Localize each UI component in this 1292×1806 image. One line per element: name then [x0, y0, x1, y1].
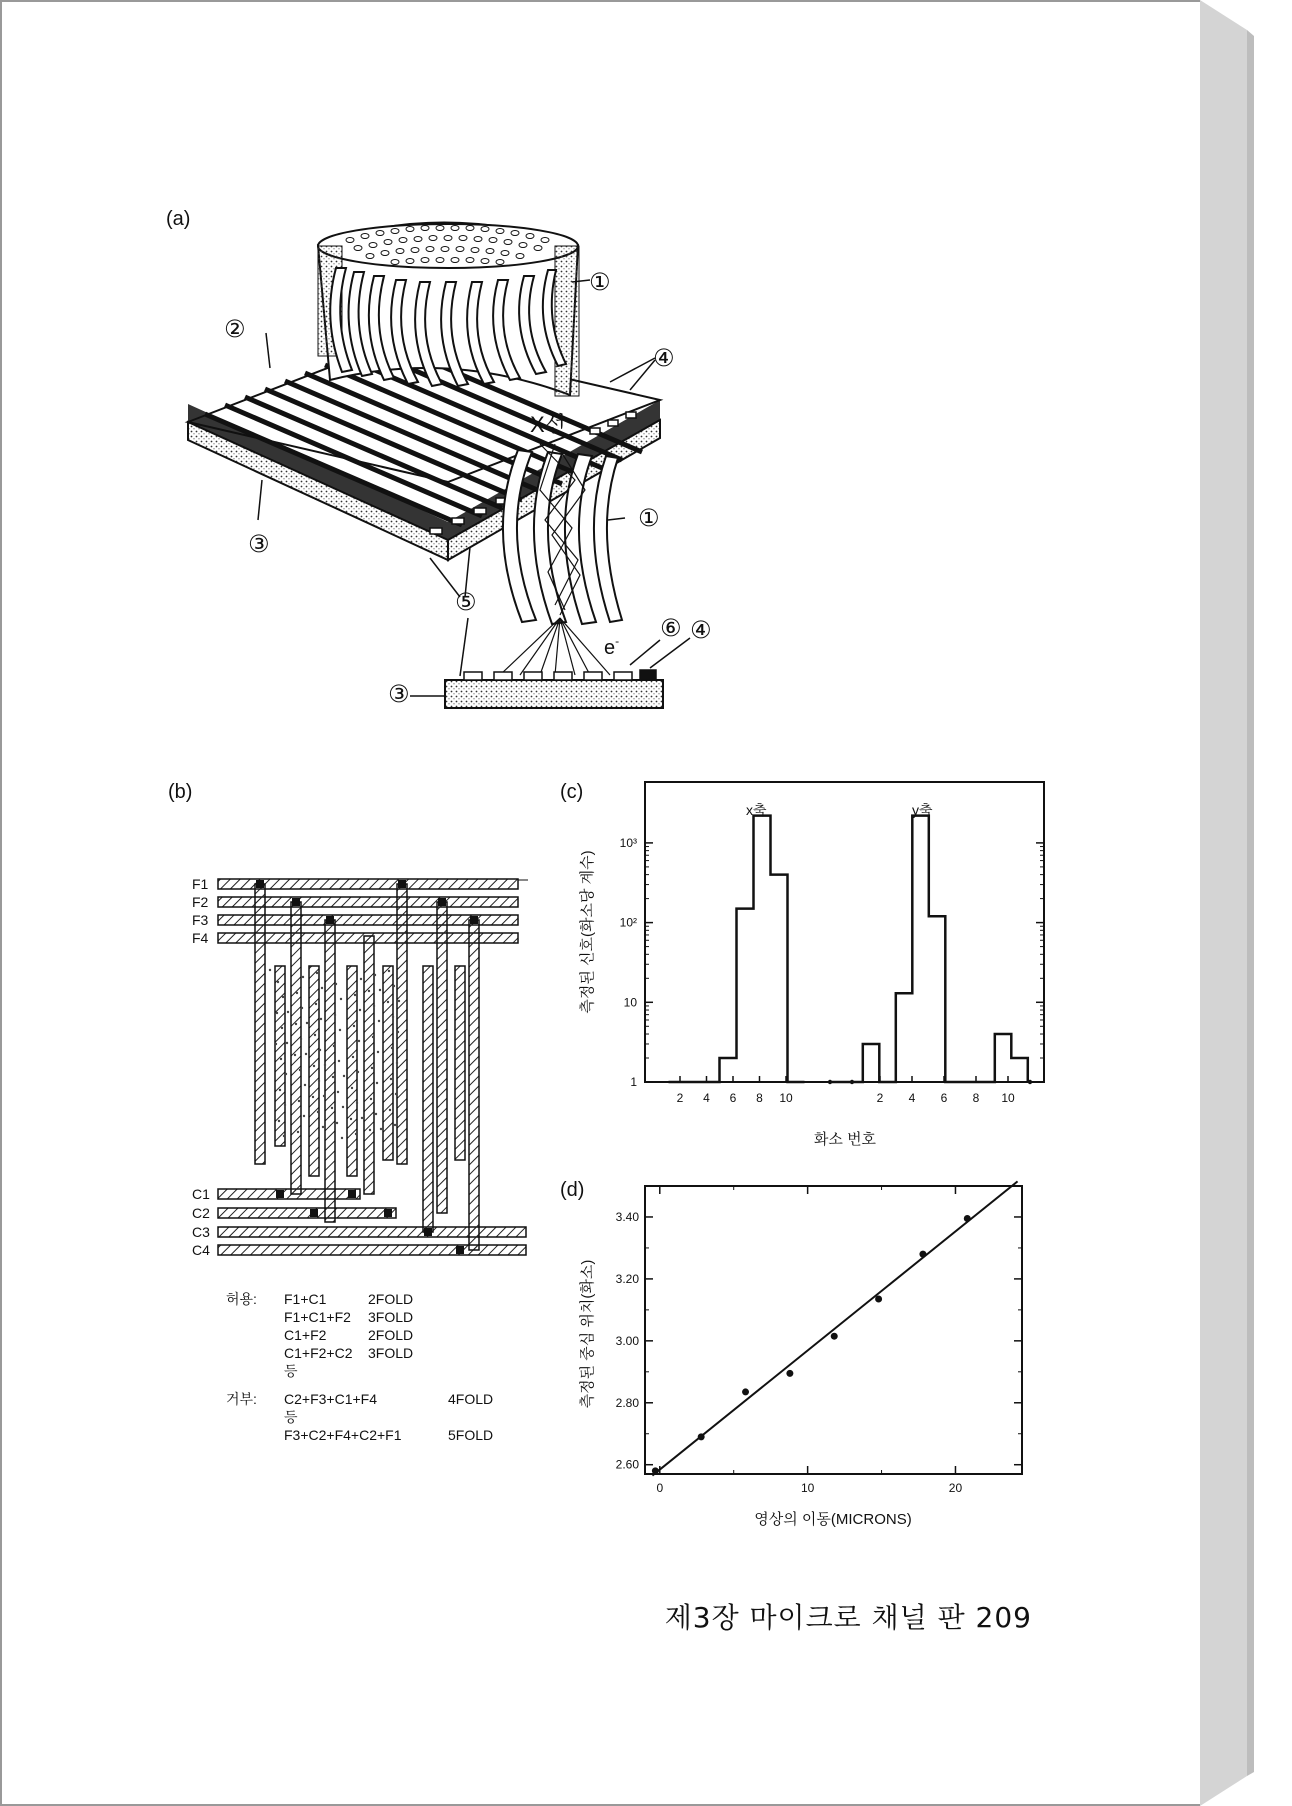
- f-label: F2: [192, 894, 209, 910]
- callout-4-bottom: ④: [690, 617, 712, 644]
- x-axis-label: 영상의 이동(MICRONS): [754, 1511, 912, 1528]
- x-tick-label: 4: [908, 1091, 916, 1105]
- fit-line: [652, 1181, 1017, 1475]
- accept-fold: 2FOLD: [368, 1327, 414, 1343]
- accept-combo: 등: [284, 1363, 298, 1379]
- data-point: [875, 1296, 882, 1303]
- accept-combo: F1+C1: [284, 1291, 327, 1307]
- x-tick-label: 20: [948, 1481, 963, 1495]
- x-axis-label: 화소 번호: [813, 1131, 877, 1148]
- panel-d-label: (d): [560, 1179, 585, 1201]
- y-tick-label: 10³: [619, 835, 637, 850]
- c-label: C1: [192, 1186, 210, 1202]
- data-point: [742, 1388, 749, 1395]
- data-point: [831, 1333, 838, 1340]
- c-label: C2: [192, 1205, 210, 1221]
- f-label: F4: [192, 930, 209, 946]
- x-tick-label: 8: [972, 1091, 980, 1105]
- callout-2: ②: [224, 316, 246, 343]
- y-tick-label: 10²: [619, 915, 637, 930]
- data-point: [786, 1370, 793, 1377]
- data-point: [698, 1433, 705, 1440]
- data-point: [964, 1215, 971, 1222]
- panel-b-label: (b): [168, 781, 193, 803]
- y-tick-label: 3.00: [615, 1333, 639, 1348]
- c-label: C4: [192, 1242, 210, 1258]
- y-tick-label: 10: [623, 995, 637, 1010]
- page-footer: 제3장 마이크로 채널 판 209: [664, 1601, 1032, 1634]
- panel-a-label: (a): [166, 208, 191, 230]
- c-label: C3: [192, 1224, 210, 1240]
- data-point: [919, 1251, 926, 1258]
- x-tick-label: 8: [756, 1091, 763, 1105]
- reject-key: 거부:: [226, 1391, 257, 1407]
- y-tick-label: 3.20: [615, 1271, 639, 1286]
- f-label: F1: [192, 876, 209, 892]
- accept-fold: 3FOLD: [368, 1345, 414, 1361]
- callout-4-top: ④: [653, 345, 675, 372]
- accept-key: 허용:: [226, 1291, 257, 1307]
- callout-1-mid: ①: [638, 505, 660, 532]
- callout-6: ⑥: [660, 615, 682, 642]
- y-axis-label: 측정된 중심 위치(화소): [579, 1259, 596, 1409]
- accept-combo: F1+C1+F2: [284, 1309, 351, 1325]
- x-tick-label: 6: [940, 1091, 948, 1105]
- y-axis-label: 측정된 신호(화소당 계수): [579, 850, 596, 1014]
- accept-fold: 2FOLD: [368, 1291, 414, 1307]
- callout-3-top: ③: [248, 531, 270, 558]
- callout-1-top: ①: [589, 269, 611, 296]
- accept-combo: C1+F2+C2: [284, 1345, 353, 1361]
- x-tick-label: 10: [779, 1091, 793, 1105]
- x-tick-label: 10: [1001, 1091, 1015, 1105]
- accept-combo: C1+F2: [284, 1327, 327, 1343]
- series-x-label: x축: [746, 802, 767, 818]
- data-point: [652, 1467, 659, 1474]
- y-tick-label: 1: [630, 1075, 637, 1089]
- reject-fold: 5FOLD: [448, 1427, 494, 1443]
- reject-combo: 등: [284, 1409, 298, 1425]
- reject-fold: 4FOLD: [448, 1391, 494, 1407]
- reject-combo: C2+F3+C1+F4: [284, 1391, 377, 1407]
- callout-5: ⑤: [455, 589, 477, 616]
- f-label: F3: [192, 912, 209, 928]
- y-tick-label: 3.40: [615, 1209, 639, 1224]
- accept-fold: 3FOLD: [368, 1309, 414, 1325]
- x-tick-label: 2: [876, 1091, 884, 1105]
- callout-3-bottom: ③: [388, 681, 410, 708]
- x-tick-label: 10: [800, 1481, 815, 1495]
- x-tick-label: 0: [656, 1481, 664, 1495]
- reject-combo: F3+C2+F4+C2+F1: [284, 1427, 402, 1443]
- panel-c-label: (c): [560, 781, 584, 803]
- x-tick-label: 4: [703, 1091, 710, 1105]
- y-tick-label: 2.60: [615, 1457, 639, 1472]
- x-tick-label: 6: [729, 1091, 737, 1105]
- series-y-label: y축: [912, 802, 933, 818]
- electron-label: e-: [604, 634, 620, 659]
- y-tick-label: 2.80: [615, 1395, 639, 1410]
- x-tick-label: 2: [676, 1091, 684, 1105]
- xray-label: X선: [530, 412, 566, 437]
